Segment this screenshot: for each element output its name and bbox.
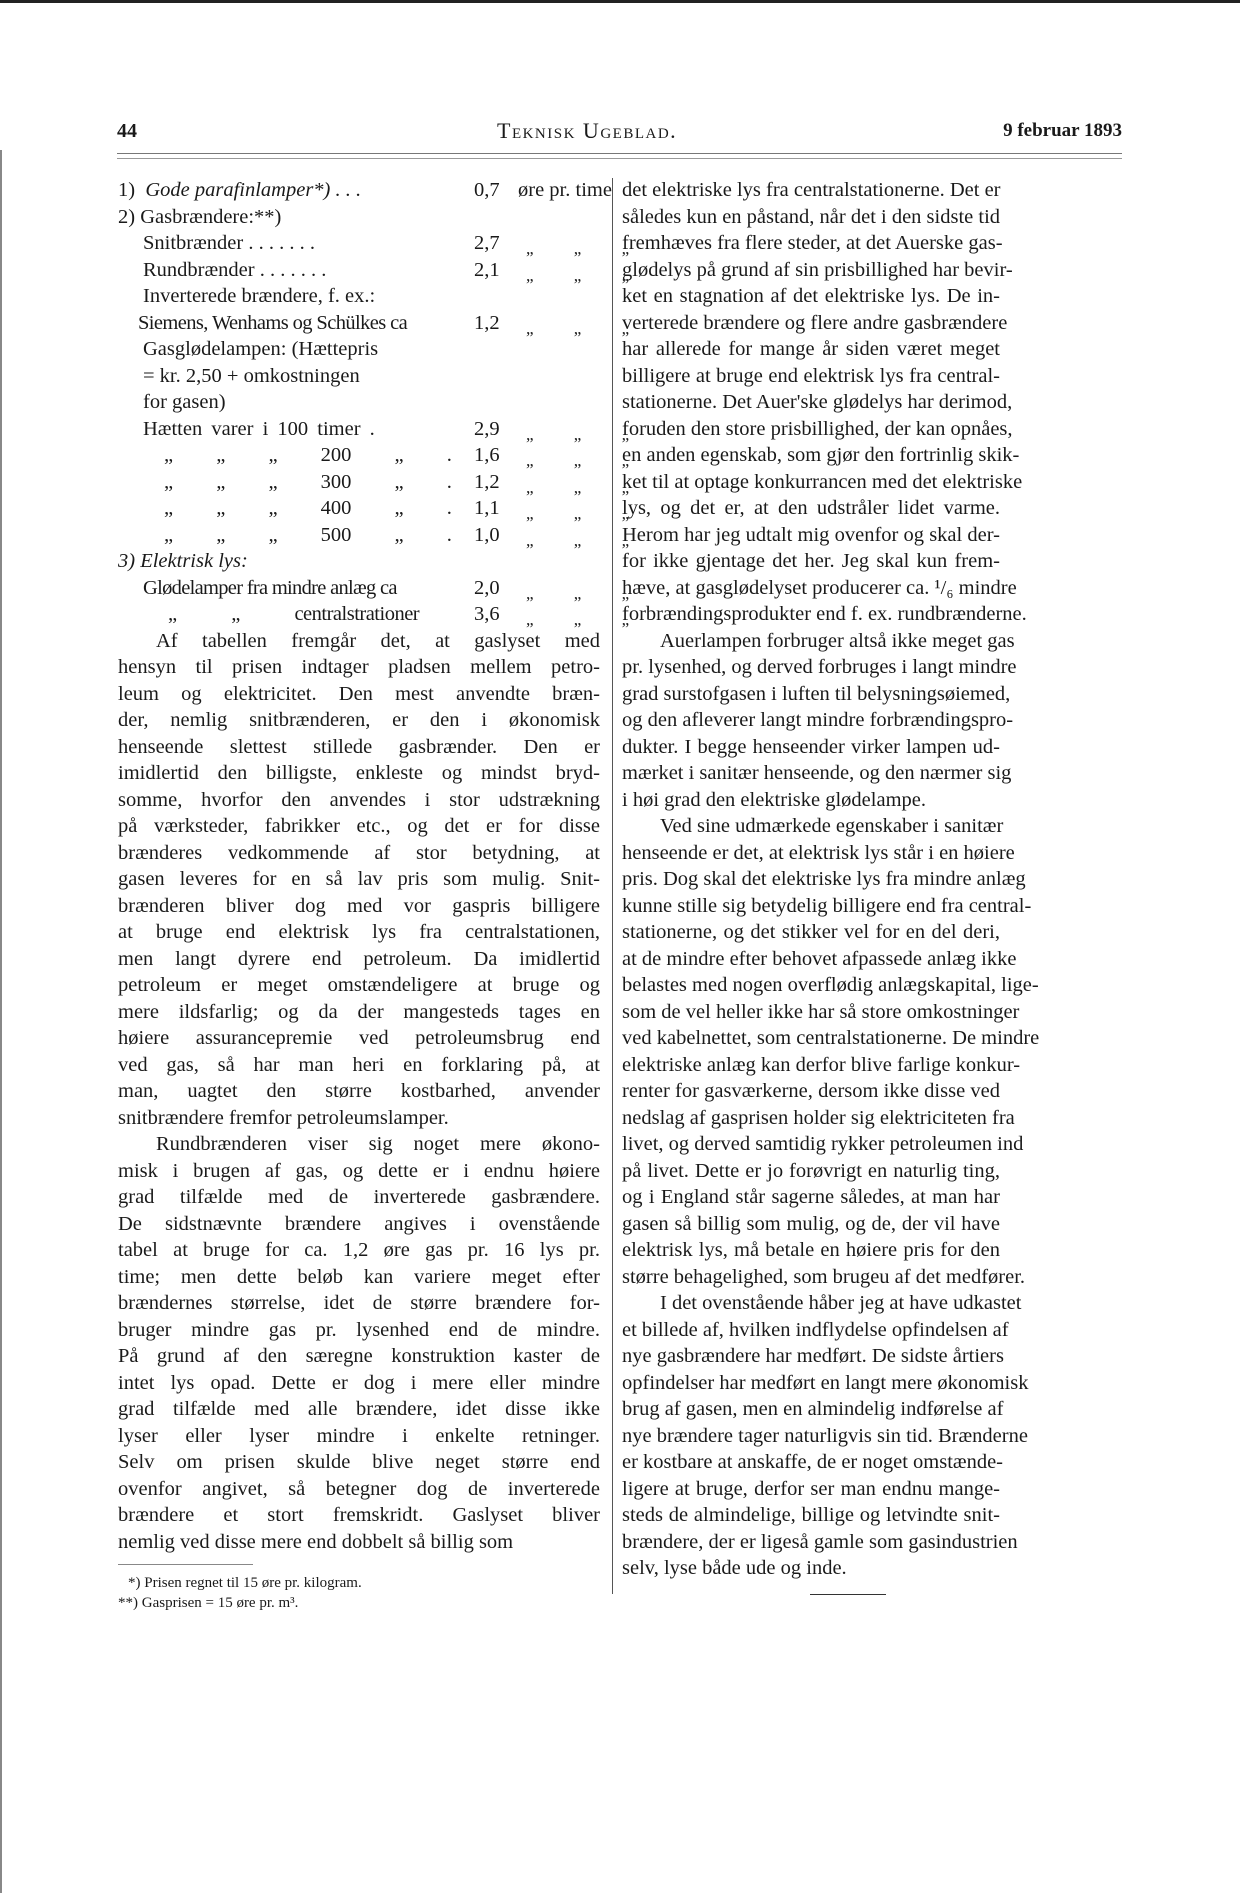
table-row — [118, 469, 648, 497]
text-line: således kun en påstand, når det i den sidste tid — [622, 205, 1001, 228]
text-line: Af tabellen fremgår det, at gaslyset med — [156, 629, 600, 652]
row-label: Gasglødelampen: (Hættepris — [143, 338, 379, 360]
row-label-text: Gode parafinlamper*) . . . — [145, 179, 362, 201]
table-row — [118, 442, 648, 470]
text-line: brug af gasen, men en almindelig indførelse af — [622, 1398, 1004, 1420]
text-line: somme, hvorfor den anvendes i stor udstrækning — [118, 788, 600, 811]
row-label-text: 3) Elektrisk lys: — [118, 550, 248, 572]
row-label: 1) Gode parafinlamper*) . . . — [118, 179, 362, 201]
text-line: opfindelser har medført en langt mere økonomisk — [622, 1371, 1029, 1394]
text-line: verterede brændere og flere andre gasbrændere — [622, 311, 1008, 334]
scan-left-edge — [0, 150, 2, 1893]
text-line: mærket i sanitær henseende, og den nærmer sig — [622, 762, 1012, 784]
paragraph — [622, 1290, 1029, 1582]
text-line: henseende slettest stillede gasbrænder. Den er — [118, 735, 600, 758]
text-line: en anden egenskab, som gjør den fortrinlig skik- — [622, 444, 1020, 466]
text-line: stationerne, og det stikker vel for en del deri, — [622, 921, 1000, 943]
page-number: 44 — [117, 120, 137, 142]
text-line: elektrisk lys, må betale en høiere pris for den — [622, 1239, 1000, 1261]
row-unit: „ „ „ — [526, 265, 648, 285]
row-value: 3,6 — [474, 603, 500, 625]
text-line: men langt dyrere end petroleum. Da imidlertid — [118, 947, 600, 970]
table-row — [118, 601, 648, 629]
table-row — [118, 363, 600, 390]
row-unit: „ „ „ — [526, 318, 648, 338]
row-unit: „ „ „ — [526, 451, 648, 470]
text-line: imidlertid den billigste, enkleste og mindst bryd- — [118, 762, 600, 784]
table-row — [118, 283, 600, 310]
text-line: pris. Dog skal det elektriske lys fra mindre anlæg — [622, 868, 1026, 890]
row-label: Rundbrænder . . . . . . . — [143, 258, 327, 281]
text-line: ved kabelnettet, som centralstationerne. De mindre — [622, 1027, 1040, 1049]
text-line: grad tilfælde med de inverterede gasbrændere. — [118, 1186, 600, 1208]
text-line: Selv om prisen skulde blive neget større end — [118, 1451, 600, 1473]
text-line: lyser eller lyser mindre i enkelte retninger. — [118, 1424, 600, 1447]
table-row — [118, 230, 648, 258]
column-divider — [612, 178, 613, 1594]
text-line: nedslag af gasprisen holder sig elektriciteten fra — [622, 1106, 1015, 1129]
text-line: kunne stille sig betydelig billigere end fra central- — [622, 894, 1032, 917]
text-line: det elektriske lys fra centralstationerne. Det er — [622, 179, 1001, 201]
text-line: leum og elektricitet. Den mest anvendte bræn- — [118, 682, 600, 705]
footnote: **) Gasprisen = 15 øre pr. m³. — [118, 1595, 299, 1611]
scan-top-edge — [0, 0, 1240, 3]
paragraph — [622, 628, 1017, 814]
text-line: fremhæves fra flere steder, at det Auerske gas- — [622, 232, 1003, 254]
row-value: 0,7 — [474, 179, 500, 201]
paragraph — [118, 1131, 600, 1555]
text-line: på livet. Dette er jo forøvrigt en naturlig ting, — [622, 1159, 1000, 1182]
text-line: ved gas, så har man heri en forklaring på, at — [118, 1053, 600, 1076]
text-line: gasen så billig som mulig, og de, der vil have — [622, 1212, 1000, 1235]
text-line: nye gasbrændere har medført. De sidste årtiers — [622, 1345, 1004, 1367]
text-line: glødelys på grund af sin prisbillighed har bevir- — [622, 258, 1013, 281]
text-line: På grund af den særegne konstruktion kaster de — [118, 1345, 600, 1367]
row-unit: „ „ „ — [526, 477, 648, 497]
text-line: brænderes vedkommende af stor betydning, at — [118, 841, 600, 864]
text-line: snitbrændere fremfor petroleumslamper. — [118, 1106, 449, 1129]
row-value: 2,0 — [474, 576, 500, 599]
row-label: „ „ centralstrationer — [168, 603, 420, 625]
row-label: „ „ „ 200 „ . — [164, 444, 452, 466]
row-unit: „ „ „ — [526, 530, 648, 550]
text-line: ligere at bruge, derfor ser man endnu mange- — [622, 1477, 1000, 1500]
text-line: Ved sine udmærkede egenskaber i sanitær — [660, 815, 1004, 837]
text-line: misk i brugen af gas, og dette er i endnu høiere — [118, 1159, 600, 1182]
text-line: grad surstofgasen i luften til belysningsøiemed, — [622, 682, 1011, 705]
row-unit: „ „ „ — [526, 424, 648, 444]
text-line: grad tilfælde med alle brændere, idet disse ikke — [118, 1398, 600, 1420]
text-line: at de mindre efter behovet afpassede anlæg ikke — [622, 947, 1017, 970]
text-line: hensyn til prisen indtager pladsen mellem petro- — [118, 656, 600, 678]
row-label: Hætten varer i 100 timer . — [143, 417, 375, 440]
row-value: 1,2 — [474, 470, 500, 493]
text-line: i høi grad den elektriske glødelampe. — [622, 788, 926, 811]
row-value: 1,0 — [474, 523, 500, 546]
text-line: stationerne. Det Auer'ske glødelys har derimod, — [622, 391, 1013, 413]
table-row — [118, 416, 648, 444]
row-label: Inverterede brændere, f. ex.: — [143, 285, 376, 307]
row-value: 2,1 — [474, 258, 500, 281]
text-line: De sidstnævnte brændere angives i ovenstående — [118, 1212, 600, 1235]
header-rule-top — [117, 153, 1122, 154]
table-row — [118, 177, 612, 204]
header-rule-bottom — [117, 158, 1122, 159]
footnote: *) Prisen regnet til 15 øre pr. kilogram. — [128, 1575, 362, 1591]
text-line: henseende er det, at elektrisk lys står i en høiere — [622, 841, 1015, 864]
text-line: selv, lyse både ude og inde. — [622, 1557, 847, 1579]
paragraph — [622, 813, 1040, 1290]
row-unit: „ „ „ — [526, 239, 648, 258]
text-line: brænderen bliver dog med vor gaspris billigere — [118, 894, 600, 917]
row-label: = kr. 2,50 + omkostningen — [143, 364, 360, 387]
text-line: der, nemlig snitbrænderen, er den i økonomisk — [118, 709, 600, 731]
text-line: nemlig ved disse mere end dobbelt så billig som — [118, 1530, 514, 1553]
row-label: „ „ „ 400 „ . — [164, 497, 452, 519]
text-line: som de vel heller ikke har så store omkostninger — [622, 1000, 1020, 1023]
text-line: ket til at optage konkurrancen med det elektriske — [622, 470, 1023, 493]
row-unit: „ „ „ — [526, 610, 648, 629]
text-line: mere ildsfarlig; og da der mangesteds tages en — [118, 1000, 600, 1023]
text-line: på værksteder, fabrikker etc., og det er for disse — [118, 815, 600, 837]
footnote-rule — [118, 1564, 253, 1565]
text-line: og i England står sagerne således, at man har — [622, 1186, 1000, 1208]
row-label: Snitbrænder . . . . . . . — [143, 232, 315, 254]
row-label: 2) Gasbrændere:**) — [118, 205, 282, 228]
price-table — [118, 177, 648, 629]
text-line: I det ovenstående håber jeg at have udkastet — [660, 1292, 1022, 1314]
table-row — [118, 310, 648, 338]
row-value: 1,2 — [474, 311, 500, 334]
text-line: brændere, der er ligeså gamle som gasindustrien — [622, 1530, 1018, 1553]
table-row — [118, 495, 648, 523]
paragraph — [118, 628, 600, 1132]
row-unit: „ „ „ — [526, 504, 648, 523]
text-line: Herom har jeg udtalt mig ovenfor og skal der- — [622, 523, 1000, 546]
article-end-rule — [810, 1594, 886, 1595]
row-label: Siemens, Wenhams og Schülkes ca — [138, 311, 408, 334]
row-unit: øre pr. time — [518, 179, 612, 201]
text-line: gasen leveres for en så lav pris som mulig. Snit- — [118, 868, 600, 890]
text-line: bruger mindre gas pr. lysenhed end de mindre. — [118, 1318, 600, 1341]
text-line: renter for gasværkerne, dersom ikke disse ved — [622, 1080, 1000, 1102]
text-line: livet, og derved samtidig rykker petroleumen ind — [622, 1133, 1024, 1155]
text-line: høiere assurancepremie ved petroleumsbrug end — [118, 1027, 600, 1049]
row-label: for gasen) — [143, 391, 226, 413]
row-label: Glødelamper fra mindre anlæg ca — [143, 576, 397, 599]
text-line: ovenfor angivet, så betegner dog de inverterede — [118, 1477, 600, 1500]
paragraph — [622, 177, 1027, 628]
text-line: brændere et stort fremskridt. Gaslyset bliver — [118, 1504, 600, 1526]
page-header — [117, 120, 1122, 144]
text-line: pr. lysenhed, og derved forbruges i langt mindre — [622, 656, 1017, 678]
table-row — [118, 257, 648, 285]
text-line: man, uagtet den større kostbarhed, anvender — [118, 1080, 600, 1102]
text-line: billigere at bruge end elektrisk lys fra central- — [622, 364, 1000, 387]
journal-title: Teknisk Ugeblad. — [497, 118, 678, 143]
text-line: og den afleverer langt mindre forbrændingspro- — [622, 709, 1014, 731]
row-value: 1,6 — [474, 444, 500, 466]
text-line: hæve, at gasglødelyset producerer ca. ¹/₆ mindre — [622, 576, 1017, 599]
text-line: time; men dette beløb kan variere meget efter — [118, 1265, 600, 1288]
text-line: foruden den store prisbillighed, der kan opnåes, — [622, 417, 1013, 440]
text-line: elektriske anlæg kan derfor blive farlige konkur- — [622, 1053, 1021, 1076]
text-line: forbrændingsprodukter end f. ex. rundbrænderne. — [622, 603, 1027, 625]
text-line: Rundbrænderen viser sig noget mere økono- — [156, 1133, 600, 1155]
text-line: et billede af, hvilken indflydelse opfindelsen af — [622, 1318, 1009, 1341]
row-value: 2,7 — [474, 232, 500, 254]
row-value: 2,9 — [474, 417, 500, 440]
text-line: Auerlampen forbruger altså ikke meget gas — [660, 629, 1015, 652]
table-row — [118, 204, 600, 231]
row-value: 1,1 — [474, 497, 500, 519]
text-line: steds de almindelige, billige og letvindte snit- — [622, 1504, 1000, 1526]
text-line: dukter. I begge henseender virker lampen ud- — [622, 735, 1000, 758]
table-row — [118, 522, 648, 550]
text-line: intet lys opad. Dette er dog i mere eller mindre — [118, 1371, 600, 1394]
text-line: for ikke gjentage det her. Jeg skal kun frem- — [622, 550, 1000, 572]
text-line: har allerede for mange år siden været meget — [622, 338, 1000, 360]
issue-date: 9 februar 1893 — [1003, 120, 1122, 141]
text-line: at bruge end elektrisk lys fra centralstationen, — [118, 921, 600, 943]
right-column — [622, 177, 1040, 1595]
row-unit: „ „ „ — [526, 583, 648, 603]
text-line: belastes med nogen overflødig anlægskapital, lige- — [622, 974, 1039, 996]
row-label: „ „ „ 500 „ . — [164, 523, 452, 546]
table-row — [118, 336, 600, 363]
text-line: petroleum er meget omstændeligere at bruge og — [118, 974, 600, 996]
row-label: „ „ „ 300 „ . — [164, 470, 452, 493]
text-line: lys, og det er, at den udstråler lidet varme. — [622, 497, 1000, 519]
text-line: nye brændere tager naturligvis sin tid. Brænderne — [622, 1424, 1028, 1447]
text-line: større behagelighed, som brugeu af det medfører. — [622, 1265, 1026, 1288]
left-column — [118, 177, 648, 1613]
table-row — [118, 575, 648, 603]
table-row — [118, 389, 600, 416]
table-row — [118, 548, 600, 575]
text-line: er kostbare at anskaffe, de er noget omstænde- — [622, 1451, 1004, 1473]
text-line: ket en stagnation af det elektriske lys. De in- — [622, 285, 1000, 307]
text-line: tabel at bruge for ca. 1,2 øre gas pr. 16 lys pr. — [118, 1239, 600, 1261]
text-line: brændernes størrelse, idet de større brændere for- — [118, 1292, 600, 1314]
row-label — [118, 548, 248, 575]
